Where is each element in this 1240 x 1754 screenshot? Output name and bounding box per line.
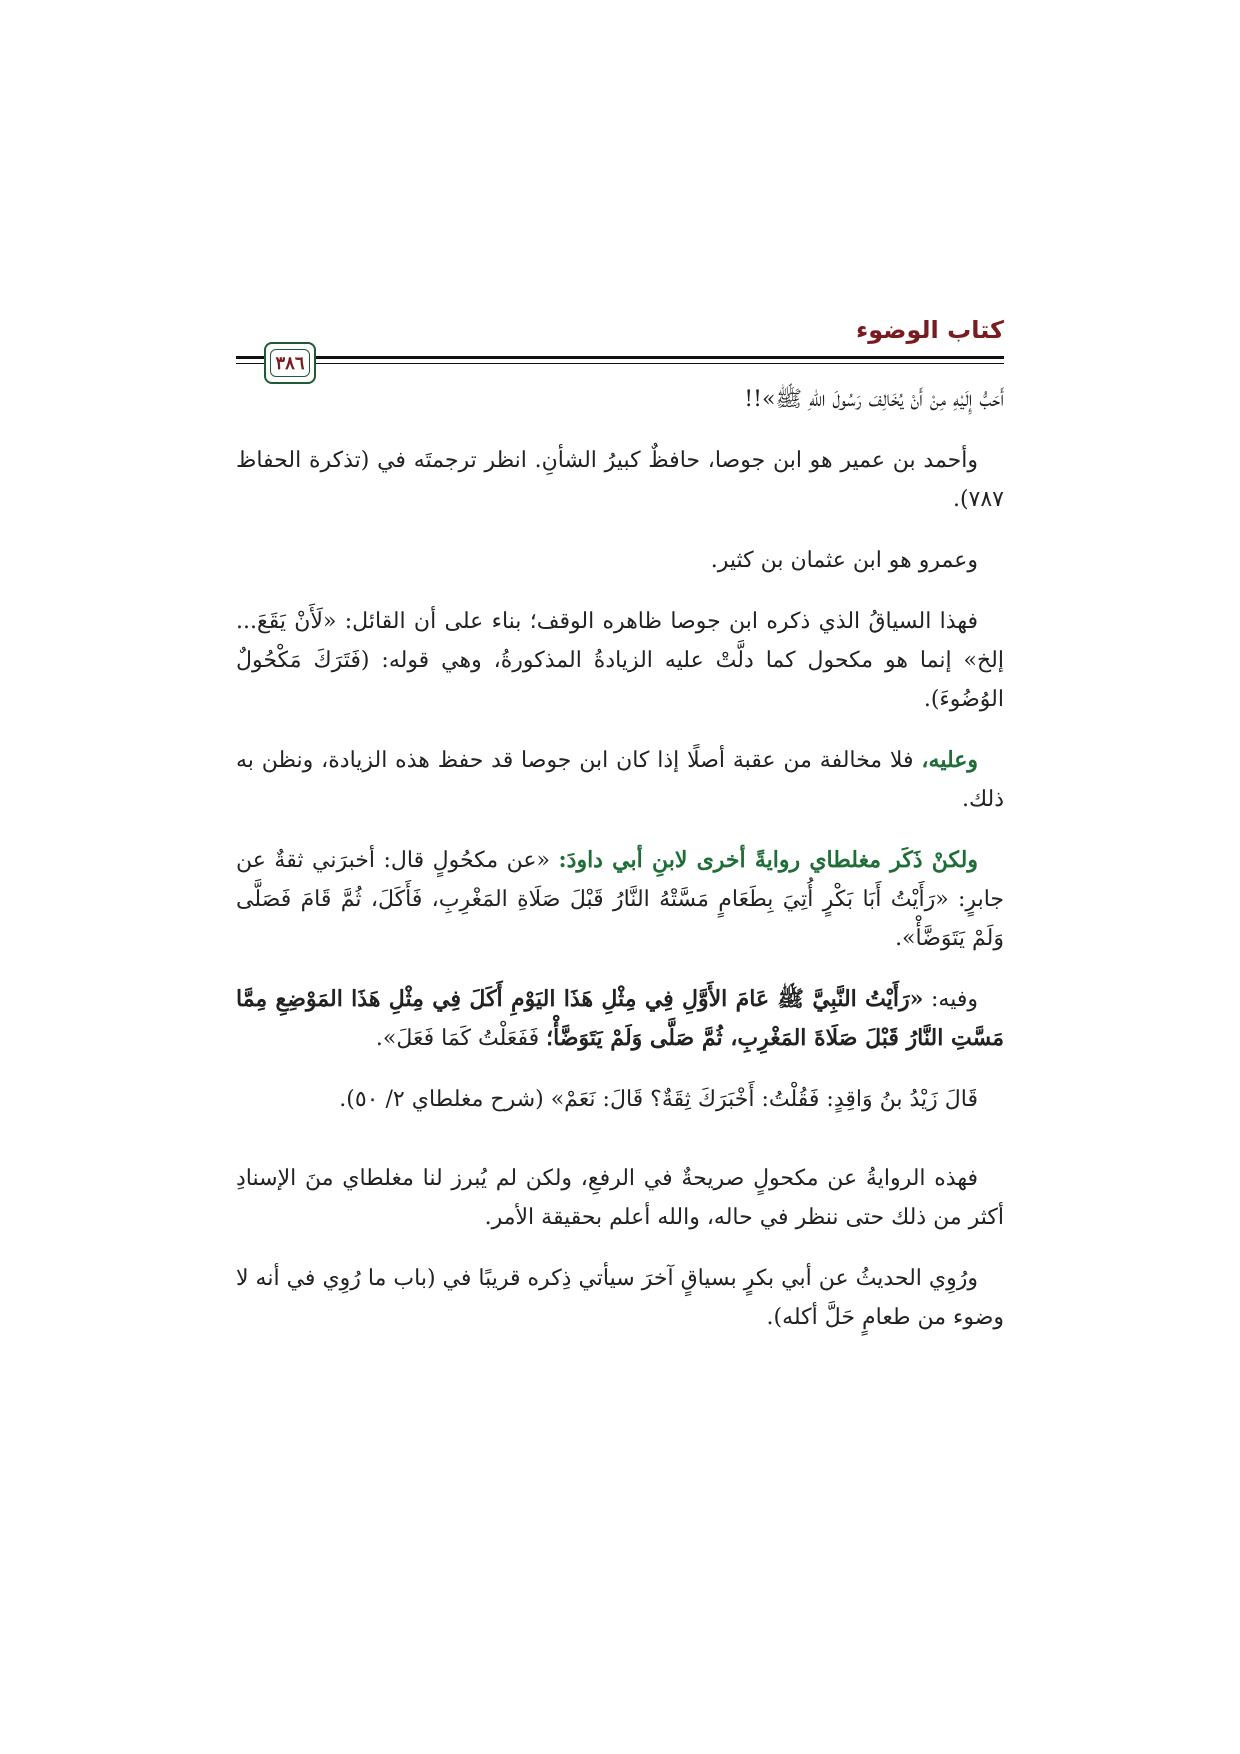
paragraph-5-text: فلا مخالفة من عقبة أصلًا إذا كان ابن جوصا قد حفظ هذه الزيادة، ونظن به ذلك. bbox=[236, 748, 1004, 812]
paragraph-2: وأحمد بن عمير هو ابن جوصا، حافظٌ كبيرُ الشأنِ. انظر ترجمتَه في (تذكرة الحفاظ ٧٨٧). bbox=[236, 448, 1004, 512]
book-title: كتاب الوضوء bbox=[855, 316, 1004, 344]
paragraph-4: فهذا السياقُ الذي ذكره ابن جوصا ظاهره الوقف؛ بناء على أن القائل: «لَأَنْ يَقَعَ... إلخ» إنما هو مكحول كما دلَّتْ عليه الزيادةُ المذكورةُ، وهي قوله: (فَتَرَكَ مَكْحُولٌ الوُضُوءَ). bbox=[236, 609, 1004, 712]
paragraph-3: وعمرو هو ابن عثمان بن كثير. bbox=[710, 548, 978, 573]
paragraph-9: فهذه الروايةُ عن مكحولٍ صريحةٌ في الرفعِ، ولكن لم يُبرز لنا مغلطاي منَ الإسنادِ أكثر من ذلك حتى ننظر في حاله، والله أعلم بحقيقة الأمر. bbox=[236, 1166, 1004, 1230]
paragraph-5 bbox=[236, 741, 1004, 819]
paragraph-8: قَالَ زَيْدُ بنُ وَاقِدٍ: فَقُلْتُ: أَخْبَرَكَ ثِقَةٌ؟ قَالَ: نَعَمْ» (شرح مغلطاي ٢/ ٥٠). bbox=[339, 1087, 978, 1112]
paragraph-10: ورُوِي الحديثُ عن أبي بكرٍ بسياقٍ آخرَ سيأتي ذِكره قريبًا في (باب ما رُوِي في أنه لا وضوء من طعامٍ حَلَّ أكله). bbox=[236, 1266, 1004, 1330]
paragraph-7 bbox=[236, 980, 1004, 1058]
page-number: ٣٨٦ bbox=[270, 349, 310, 377]
paragraph-6-text: «عن مكحُولٍ قال: أخبرَني ثقةٌ عن جابرٍ: «رَأَيْتُ أَبَا بَكْرٍ أُتِيَ بِطَعَامٍ مَسَّتْهُ النَّارُ قَبْلَ صَلَاةِ المَغْرِبِ، فَأَكَلَ، ثُمَّ قَامَ فَصَلَّى وَلَمْ يَتَوَضَّأْ». bbox=[236, 848, 1004, 951]
paragraph-7-lead: وفيه: bbox=[923, 987, 978, 1012]
header-rule-thin bbox=[236, 363, 1004, 364]
paragraph-6-lead: ولكنْ ذَكَر مغلطاي روايةً أخرى لابنِ أبي داودَ: bbox=[558, 847, 979, 873]
page-body bbox=[236, 380, 1004, 1337]
paragraph-6 bbox=[236, 841, 1004, 958]
header-rule-thick bbox=[236, 356, 1004, 359]
page-header bbox=[236, 310, 1004, 380]
paragraph-5-lead: وعليه، bbox=[921, 747, 978, 773]
paragraph-1: أَحَبُّ إِلَيْهِ مِنْ أَنْ يُخَالِفَ رَسُولَ اللهِ ﷺ»!! bbox=[744, 387, 1004, 412]
paragraph-7-text: فَفَعَلْتُ كَمَا فَعَلَ». bbox=[375, 1026, 547, 1051]
paragraph-7-hadith: «رَأَيْتُ النَّبِيَّ ﷺ عَامَ الأَوَّلِ فِي مِثْلِ هَذَا اليَوْمِ أَكَلَ فِي مِثْلِ هَذَا المَوْضِعِ مِمَّا مَسَّتِ النَّارُ قَبْلَ صَلَاةَ المَغْرِبِ، ثُمَّ صَلَّى وَلَمْ يَتَوَضَّأْ؛ bbox=[236, 986, 1004, 1051]
page-number-frame bbox=[264, 342, 316, 384]
page bbox=[236, 310, 1004, 1359]
